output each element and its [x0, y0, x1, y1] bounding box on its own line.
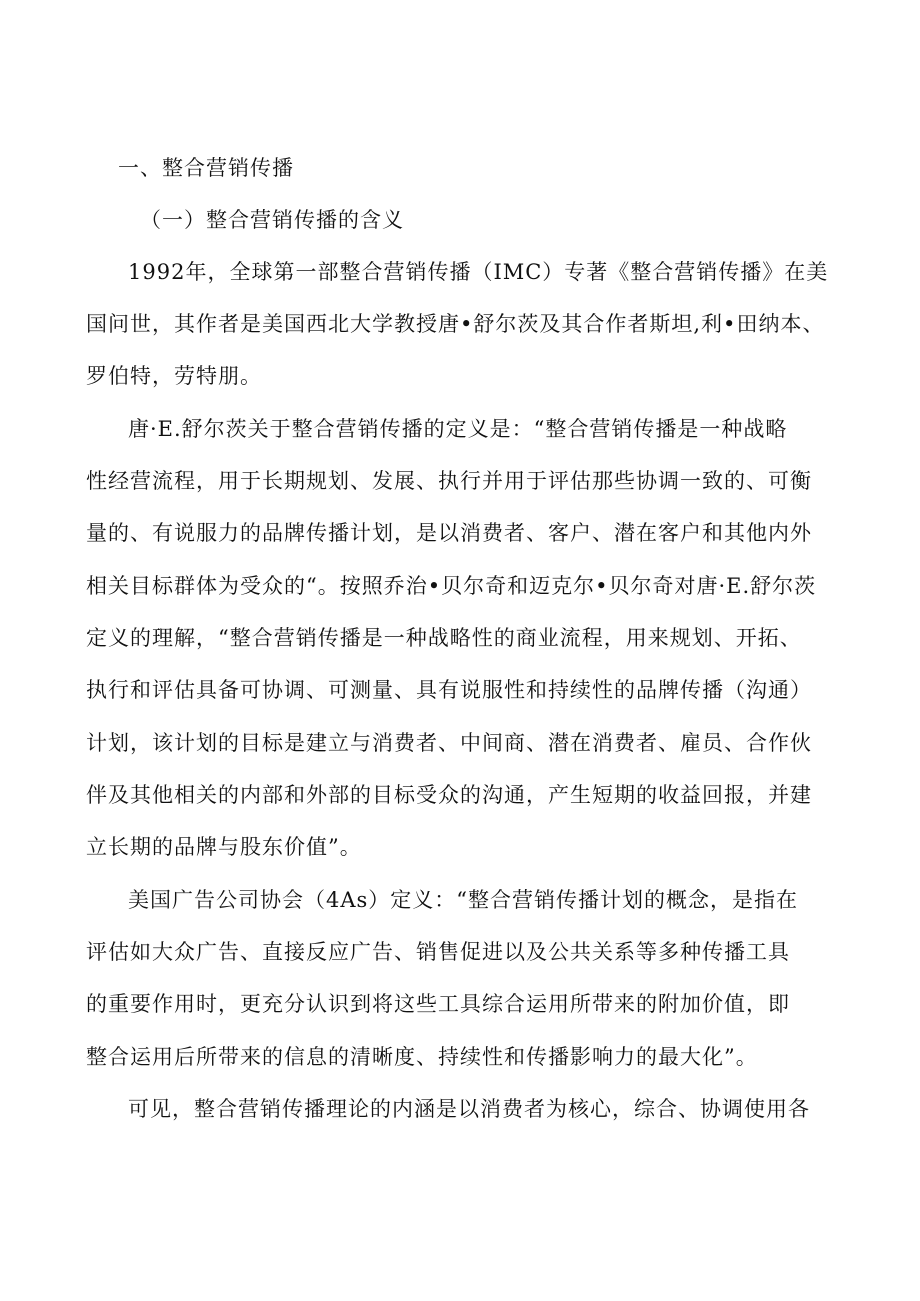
paragraph-1-line-1: 1992年，全球第一部整合营销传播（IMC）专著《整合营销传播》在美 [128, 260, 829, 284]
paragraph-3-line-1: 美国广告公司协会（4As）定义：“整合营销传播计划的概念，是指在 [128, 888, 799, 912]
section-heading: 一、整合营销传播 [118, 156, 294, 180]
paragraph-3-line-3: 的重要作用时，更充分认识到将这些工具综合运用所带来的附加价值，即 [86, 992, 790, 1016]
paragraph-1-line-2: 国问世，其作者是美国西北大学教授唐•舒尔茨及其合作者斯坦,利•田纳本、 [86, 312, 825, 336]
paragraph-1-line-3: 罗伯特，劳特朋。 [86, 364, 262, 388]
paragraph-4-line-1: 可见，整合营销传播理论的内涵是以消费者为核心，综合、协调使用各 [128, 1097, 810, 1121]
paragraph-2-line-5: 定义的理解，“整合营销传播是一种战略性的商业流程，用来规划、开拓、 [86, 626, 802, 650]
paragraph-2-line-7: 计划，该计划的目标是建立与消费者、中间商、潜在消费者、雇员、合作伙 [86, 731, 812, 755]
paragraph-2-line-2: 性经营流程，用于长期规划、发展、执行并用于评估那些协调一致的、可衡 [86, 469, 812, 493]
paragraph-2-line-1: 唐·E.舒尔茨关于整合营销传播的定义是：“整合营销传播是一种战略 [128, 417, 788, 441]
paragraph-2-line-4: 相关目标群体为受众的“。按照乔治•贝尔奇和迈克尔•贝尔奇对唐·E.舒尔茨 [86, 574, 817, 598]
subsection-heading: （一）整合营销传播的含义 [140, 208, 404, 232]
paragraph-2-line-6: 执行和评估具备可协调、可测量、具有说服性和持续性的品牌传播（沟通） [86, 678, 812, 702]
paragraph-2-line-9: 立长期的品牌与股东价值”。 [86, 835, 362, 859]
paragraph-3-line-4: 整合运用后所带来的信息的清晰度、持续性和传播影响力的最大化”。 [86, 1045, 758, 1069]
paragraph-3-line-2: 评估如大众广告、直接反应广告、销售促进以及公共关系等多种传播工具 [86, 940, 790, 964]
paragraph-2-line-3: 量的、有说服力的品牌传播计划，是以消费者、客户、潜在客户和其他内外 [86, 521, 812, 545]
paragraph-2-line-8: 伴及其他相关的内部和外部的目标受众的沟通，产生短期的收益回报，并建 [86, 783, 812, 807]
